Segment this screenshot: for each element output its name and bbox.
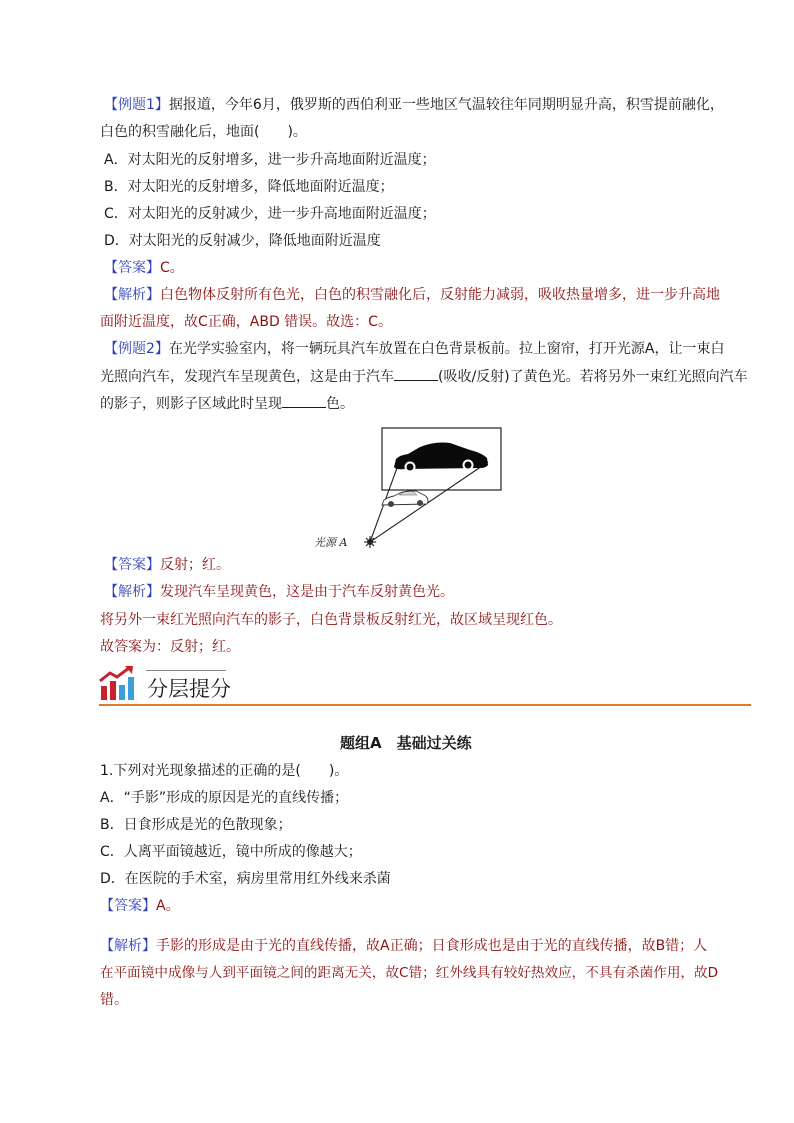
question1-answer — [100, 896, 180, 916]
group-a-heading: 题组A 基础过关练 — [340, 734, 472, 752]
answer-blank-2 — [282, 393, 326, 408]
example1-option-c: C．对太阳光的反射减少，进一步升高地面附近温度； — [104, 206, 436, 222]
example2-line1 — [104, 339, 725, 359]
example2-explanation-line2: 将另外一束红光照向汽车的影子，白色背景板反射红光，故区域呈现红色。 — [100, 612, 562, 628]
question1-explanation-line2: 在平面镜中成像与人到平面镜之间的距离无关，故C错；红外线具有较好热效应，不具有杀菌作用，故D — [100, 965, 719, 981]
example2-line2-part2: (吸收/反射)了黄色光。若将另外一束红光照向汽车 — [438, 369, 748, 385]
example1-line2: 白色的积雪融化后，地面( )。 — [100, 124, 307, 140]
example2-answer-value: 反射；红。 — [160, 557, 230, 573]
example1-explanation-line1 — [104, 285, 720, 305]
example1-text: 据报道，今年6月，俄罗斯的西伯利亚一些地区气温较往年同期明显升高，积雪提前融化， — [168, 97, 724, 113]
section-title-overline — [146, 670, 226, 671]
example1-explanation-text: 白色物体反射所有色光，白色的积雪融化后，反射能力减弱，吸收热量增多，进一步升高地 — [160, 287, 720, 303]
question1-explanation-line1 — [100, 936, 707, 956]
example1-explanation-line2: 面附近温度，故C正确，ABD 错误。故选：C。 — [100, 314, 392, 330]
section-divider — [99, 704, 751, 706]
example2-explanation-line3: 故答案为：反射；红。 — [100, 639, 240, 655]
light-source-label: 光源 A — [314, 536, 348, 549]
question1-explanation-line3: 错。 — [100, 992, 128, 1008]
example1-answer — [104, 258, 184, 278]
question1-stem: 1.下列对光现象描述的正确的是( )。 — [100, 763, 349, 779]
question1-explanation-text: 手影的形成是由于光的直线传播，故A正确；日食形成也是由于光的直线传播，故B错；人 — [156, 938, 708, 954]
car-shadow-figure — [300, 425, 510, 553]
example1-line1 — [104, 95, 724, 115]
question1-answer-value: A。 — [156, 898, 180, 914]
example2-explanation-tag: 【解析】 — [104, 584, 160, 600]
example2-line3 — [100, 393, 354, 414]
example1-answer-value: C。 — [160, 260, 184, 276]
question1-option-d: D．在医院的手术室，病房里常用红外线来杀菌 — [100, 871, 391, 887]
example1-tag: 【例题1】 — [104, 97, 169, 113]
example1-option-b: B．对太阳光的反射增多，降低地面附近温度； — [104, 179, 394, 195]
section-title: 分层提分 — [147, 677, 231, 701]
example1-answer-tag: 【答案】 — [104, 260, 160, 276]
example2-line3-part1: 的影子，则影子区域此时呈现 — [100, 396, 282, 412]
growth-chart-icon — [98, 664, 138, 702]
example2-answer-tag: 【答案】 — [104, 557, 160, 573]
example2-line3-part2: 色。 — [326, 396, 354, 412]
example1-option-a: A．对太阳光的反射增多，进一步升高地面附近温度； — [104, 152, 436, 168]
example2-explanation-text: 发现汽车呈现黄色，这是由于汽车反射黄色光。 — [160, 584, 454, 600]
example1-explanation-tag: 【解析】 — [104, 287, 160, 303]
question1-answer-tag: 【答案】 — [100, 898, 156, 914]
example1-option-d: D．对太阳光的反射减少，降低地面附近温度 — [104, 233, 381, 249]
question1-option-b: B．日食形成是光的色散现象； — [100, 817, 292, 833]
toy-car-wheel-rear — [417, 500, 423, 506]
toy-car-wheel-front — [388, 501, 394, 507]
light-source-icon — [364, 536, 376, 548]
question1-option-c: C．人离平面镜越近，镜中所成的像越大； — [100, 844, 362, 860]
example2-answer — [104, 555, 230, 575]
answer-blank-1 — [394, 366, 438, 381]
example2-text: 在光学实验室内，将一辆玩具汽车放置在白色背景板前。拉上窗帘，打开光源A，让一束白 — [168, 341, 725, 357]
example2-line2-part1: 光照向汽车，发现汽车呈现黄色，这是由于汽车 — [100, 369, 394, 385]
example2-line2 — [100, 366, 748, 387]
question1-explanation-tag: 【解析】 — [100, 938, 156, 954]
example2-explanation-line1 — [104, 582, 454, 602]
question1-option-a: A．“手影”形成的原因是光的直线传播； — [100, 790, 349, 806]
example2-tag: 【例题2】 — [104, 341, 169, 357]
